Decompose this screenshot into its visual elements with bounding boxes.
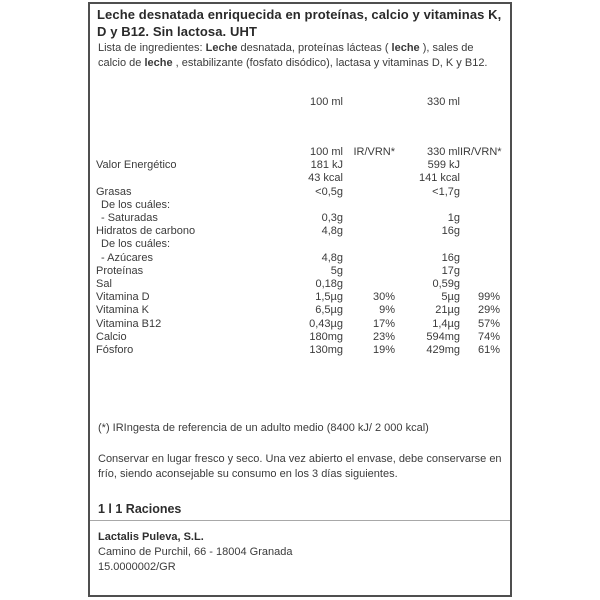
product-title: Leche desnatada enriquecida en proteínas, calcio y vitaminas K, D y B12. Sin lactosa. UHT — [97, 7, 502, 39]
percent-100ml — [343, 265, 395, 278]
manufacturer-block — [98, 530, 498, 574]
percent-100ml — [343, 212, 395, 225]
nutrition-row — [90, 146, 504, 159]
value-100ml: 100 ml — [309, 146, 343, 158]
value-330ml: 429mg — [426, 344, 460, 357]
value-100ml: 4,8g — [321, 251, 343, 264]
percent-330ml — [460, 172, 500, 185]
value-330ml: 21µg — [435, 304, 460, 317]
manufacturer-name: Lactalis Puleva, S.L. — [98, 531, 204, 543]
value-330ml: 599 kJ — [427, 159, 460, 172]
percent-330ml — [460, 159, 500, 172]
value-330ml — [395, 199, 460, 212]
percent-330ml: 29% — [477, 304, 500, 317]
nutrition-row — [90, 291, 504, 304]
value-330ml: 16g — [441, 225, 460, 238]
percent-100ml — [343, 159, 395, 172]
serving-size-header — [90, 96, 510, 109]
percent-100ml — [343, 225, 395, 238]
nutrient-label: Vitamina B12 — [96, 317, 162, 330]
value-100ml: 0,18g — [315, 278, 343, 291]
value-100ml: 5g — [330, 264, 343, 277]
percent-330ml — [460, 225, 500, 238]
percent-100ml: 30% — [372, 291, 395, 304]
value-100ml: 1,5µg — [315, 291, 343, 304]
value-100ml: 6,5µg — [315, 304, 343, 317]
nutrition-row — [90, 278, 504, 291]
nutrition-row — [90, 304, 504, 317]
ingredients-text: Lista de ingredientes: — [98, 42, 206, 54]
percent-330ml: 57% — [477, 317, 500, 330]
nutrient-label — [96, 172, 248, 185]
nutrient-label — [96, 146, 248, 159]
nutrient-label: Fósforo — [96, 344, 134, 357]
value-330ml: 1g — [447, 212, 460, 225]
reference-intake-footnote: (*) IRIngesta de referencia de un adulto medio (8400 kJ/ 2 000 kcal) — [98, 422, 429, 434]
percent-330ml: 61% — [477, 344, 500, 357]
nutrient-label: Grasas — [96, 185, 132, 198]
percent-330ml — [460, 278, 500, 291]
storage-instructions: Conservar en lugar fresco y seco. Una vez abierto el envase, debe conservarse en frío, siendo aconsejable su consumo en los 3 días siguientes. — [98, 453, 502, 480]
value-330ml: 5µg — [441, 291, 460, 304]
percent-100ml: 9% — [379, 304, 395, 317]
value-330ml: 594mg — [426, 330, 460, 343]
value-100ml: 181 kJ — [310, 159, 343, 172]
percent-100ml — [343, 238, 395, 251]
value-100ml — [248, 199, 343, 212]
percent-330ml — [460, 212, 500, 225]
value-330ml: 17g — [441, 264, 460, 277]
value-100ml: 130mg — [309, 344, 343, 357]
value-100ml: 0,3g — [321, 212, 343, 225]
percent-100ml — [343, 172, 395, 185]
percent-330ml — [460, 265, 500, 278]
nutrient-label: - Saturadas — [101, 212, 158, 225]
percent-330ml — [460, 186, 500, 199]
percent-100ml — [343, 186, 395, 199]
nutrient-label: Calcio — [96, 330, 127, 343]
percent-330ml — [460, 252, 500, 265]
nutrient-label: Vitamina K — [96, 304, 149, 317]
nutrition-row — [90, 186, 504, 199]
value-330ml: 16g — [441, 251, 460, 264]
percent-330ml — [460, 199, 500, 212]
nutrition-row — [90, 238, 504, 251]
registration-number: 15.0000002/GR — [98, 560, 176, 573]
value-100ml: 43 kcal — [308, 172, 343, 185]
value-100ml — [248, 238, 343, 251]
serving-header-spacer — [460, 96, 500, 109]
nutrition-row — [90, 252, 504, 265]
nutrient-label: Vitamina D — [96, 291, 150, 304]
ingredients-text-bold: leche — [144, 56, 173, 69]
value-330ml: 0,59g — [432, 278, 460, 291]
nutrition-row — [90, 344, 504, 357]
nutrition-row — [90, 159, 504, 172]
value-330ml — [395, 238, 460, 251]
percent-330ml: 99% — [477, 291, 500, 304]
nutrition-label — [88, 2, 512, 597]
ingredients-list — [98, 41, 496, 70]
value-330ml: 141 kcal — [419, 172, 460, 185]
manufacturer-address: Camino de Purchil, 66 - 18004 Granada — [98, 545, 293, 558]
nutrient-label: Valor Energético — [96, 159, 177, 172]
value-100ml: 0,43µg — [309, 317, 343, 330]
percent-100ml: 17% — [372, 317, 395, 330]
percent-100ml: 19% — [372, 344, 395, 357]
percent-100ml — [343, 199, 395, 212]
nutrition-row — [90, 172, 504, 185]
ingredients-text-bold: leche — [391, 42, 420, 54]
serving-size-100ml: 100 ml — [309, 96, 343, 108]
nutrition-row — [90, 225, 504, 238]
nutrient-label: Hidratos de carbono — [96, 225, 196, 238]
percent-330ml — [460, 238, 500, 251]
nutrient-label: Proteínas — [96, 264, 144, 277]
serving-size-330ml: 330 ml — [426, 96, 460, 108]
ingredients-text: desnatada, proteínas lácteas ( — [237, 42, 392, 54]
ingredients-text: ), sales de calcio de — [98, 42, 474, 69]
percent-100ml: 23% — [372, 330, 395, 343]
nutrition-table — [90, 146, 504, 357]
percent-330ml: 74% — [477, 330, 500, 343]
nutrient-label: De los cuáles: — [101, 198, 171, 211]
nutrition-row — [90, 199, 504, 212]
value-100ml: 4,8g — [321, 225, 343, 238]
percent-100ml — [343, 252, 395, 265]
nutrition-row — [90, 318, 504, 331]
percent-100ml: IR/VRN* — [353, 146, 395, 158]
divider-line — [90, 520, 510, 521]
serving-header-spacer — [96, 96, 248, 109]
nutrient-label: De los cuáles: — [101, 238, 171, 251]
nutrient-label: Sal — [96, 278, 112, 291]
nutrition-row — [90, 212, 504, 225]
value-330ml: 1,4µg — [432, 317, 460, 330]
value-330ml: <1,7g — [432, 185, 460, 198]
servings-info: 1 l 1 Raciones — [98, 502, 182, 516]
nutrition-row — [90, 265, 504, 278]
serving-header-spacer — [343, 96, 395, 109]
nutrient-label: - Azúcares — [101, 251, 153, 264]
value-100ml: <0,5g — [315, 185, 343, 198]
percent-100ml — [343, 278, 395, 291]
value-330ml: 330 ml — [426, 146, 460, 158]
nutrition-row — [90, 331, 504, 344]
ingredients-text-bold: Leche — [205, 42, 238, 54]
ingredients-text: , estabilizante (fosfato disódico), lactasa y vitaminas D, K y B12. — [172, 56, 488, 69]
percent-330ml: IR/VRN* — [460, 146, 502, 158]
value-100ml: 180mg — [309, 330, 343, 343]
